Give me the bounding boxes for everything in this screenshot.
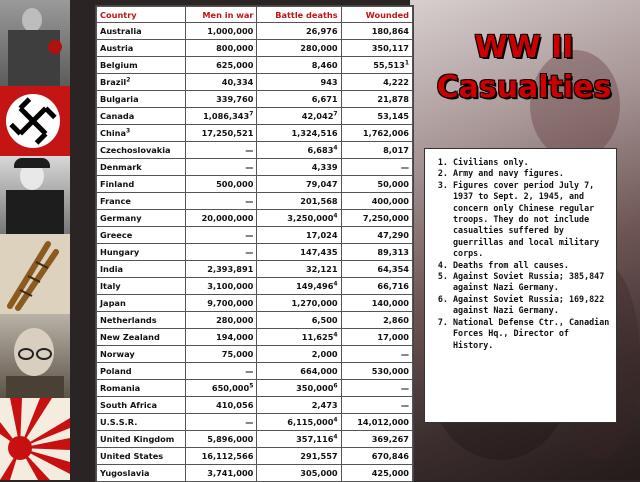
men-in-war-cell-value: 194,000	[216, 332, 254, 342]
men-in-war-cell-value: 280,000	[216, 315, 254, 325]
country-cell-value: Finland	[100, 179, 135, 189]
battle-deaths-cell	[257, 159, 341, 176]
wounded-cell	[341, 108, 412, 125]
men-in-war-cell	[186, 74, 257, 91]
country-cell-value: India	[100, 264, 124, 274]
photo-strip	[0, 0, 70, 480]
wounded-cell-value: 21,878	[377, 94, 409, 104]
men-in-war-cell-value: 9,700,000	[207, 298, 254, 308]
battle-deaths-cell-value: 943	[320, 77, 338, 87]
wounded-cell-value: 66,716	[377, 281, 409, 291]
country-cell-value: Canada	[100, 111, 135, 121]
battle-deaths-cell	[257, 91, 341, 108]
battle-deaths-cell	[257, 193, 341, 210]
men-in-war-cell	[186, 125, 257, 142]
battle-deaths-cell-value: 201,568	[300, 196, 338, 206]
country-cell	[97, 431, 186, 448]
wounded-cell	[341, 244, 412, 261]
table-row	[97, 295, 413, 312]
men-in-war-cell-value: 40,334	[221, 77, 254, 87]
table-row	[97, 108, 413, 125]
battle-deaths-cell	[257, 363, 341, 380]
country-cell-value: Austria	[100, 43, 134, 53]
table-row	[97, 278, 413, 295]
table-row	[97, 397, 413, 414]
wounded-cell	[341, 210, 412, 227]
battle-deaths-cell	[257, 40, 341, 57]
battle-deaths-cell-value: 2,000	[311, 349, 338, 359]
battle-deaths-cell-value: 11,625	[301, 332, 334, 342]
wounded-cell	[341, 261, 412, 278]
table-row	[97, 329, 413, 346]
men-in-war-cell-value: —	[245, 247, 254, 257]
country-cell	[97, 176, 186, 193]
battle-deaths-cell-value: 32,121	[305, 264, 338, 274]
table-row	[97, 193, 413, 210]
country-cell-value: South Africa	[100, 400, 158, 410]
wounded-cell-value: 180,864	[371, 26, 409, 36]
battle-deaths-cell-value: 26,976	[305, 26, 338, 36]
country-cell	[97, 363, 186, 380]
country-cell-value: Denmark	[100, 162, 142, 172]
battle-deaths-cell	[257, 278, 341, 295]
men-in-war-cell-value: 1,086,343	[203, 111, 250, 121]
battle-deaths-cell-value: 305,000	[300, 468, 338, 478]
table-row	[97, 91, 413, 108]
footnote-ref: 4	[333, 433, 338, 441]
country-cell	[97, 57, 186, 74]
battle-deaths-cell-value: 357,116	[296, 434, 334, 444]
footnote-ref: 4	[333, 331, 338, 339]
country-cell	[97, 465, 186, 482]
footnote-ref: 7	[333, 110, 338, 118]
country-cell-value: Poland	[100, 366, 132, 376]
battle-deaths-cell	[257, 244, 341, 261]
country-cell	[97, 244, 186, 261]
country-cell-value: U.S.S.R.	[100, 417, 138, 427]
men-in-war-cell	[186, 414, 257, 431]
battle-deaths-cell-value: 8,460	[311, 60, 338, 70]
men-in-war-cell-value: 3,100,000	[207, 281, 254, 291]
battle-deaths-cell-value: 79,047	[305, 179, 338, 189]
battle-deaths-cell	[257, 227, 341, 244]
men-in-war-cell-value: 17,250,521	[201, 128, 254, 138]
men-in-war-cell-value: 500,000	[216, 179, 254, 189]
country-cell	[97, 346, 186, 363]
country-cell	[97, 74, 186, 91]
col-header-battle-deaths: Battle deaths	[257, 7, 341, 23]
table-row	[97, 261, 413, 278]
wounded-cell-value: 8,017	[383, 145, 409, 155]
footnote-ref: 2	[126, 76, 131, 84]
battle-deaths-cell-value: 17,024	[305, 230, 338, 240]
battle-deaths-cell-value: 6,683	[307, 145, 334, 155]
men-in-war-cell-value: 410,056	[216, 400, 254, 410]
wounded-cell-value: 2,860	[383, 315, 409, 325]
battle-deaths-cell-value: 6,671	[311, 94, 338, 104]
rising-sun-flag-icon	[0, 398, 70, 480]
wounded-cell-value: 55,513	[373, 60, 405, 70]
page-title	[418, 28, 630, 108]
men-in-war-cell	[186, 176, 257, 193]
photo-leader	[0, 156, 70, 234]
table-row	[97, 227, 413, 244]
men-in-war-cell	[186, 363, 257, 380]
wounded-cell	[341, 465, 412, 482]
country-cell-value: United Kingdom	[100, 434, 175, 444]
title-line-1: WW II	[474, 30, 574, 65]
men-in-war-cell-value: —	[245, 145, 254, 155]
men-in-war-cell-value: —	[245, 230, 254, 240]
table-row	[97, 346, 413, 363]
casualties-table	[95, 5, 414, 482]
men-in-war-cell	[186, 193, 257, 210]
battle-deaths-cell-value: 4,339	[311, 162, 338, 172]
men-in-war-cell	[186, 448, 257, 465]
battle-deaths-cell-value: 42,042	[301, 111, 334, 121]
men-in-war-cell	[186, 40, 257, 57]
country-cell-value: Romania	[100, 383, 141, 393]
country-cell-value: Greece	[100, 230, 133, 240]
battle-deaths-cell	[257, 448, 341, 465]
battle-deaths-cell	[257, 108, 341, 125]
col-header-country: Country	[97, 7, 186, 23]
men-in-war-cell	[186, 91, 257, 108]
footnote-item: 5. Against Soviet Russia; 385,847 against Nazi Germany.	[453, 271, 610, 294]
wounded-cell	[341, 74, 412, 91]
wounded-cell	[341, 159, 412, 176]
men-in-war-cell	[186, 465, 257, 482]
battle-deaths-cell	[257, 295, 341, 312]
country-cell-value: Norway	[100, 349, 135, 359]
battle-deaths-cell	[257, 414, 341, 431]
country-cell-value: Italy	[100, 281, 121, 291]
battle-deaths-cell	[257, 210, 341, 227]
footnote-ref: 5	[249, 382, 254, 390]
wounded-cell-value: 4,222	[383, 77, 409, 87]
battle-deaths-cell	[257, 125, 341, 142]
battle-deaths-cell-value: 2,473	[311, 400, 338, 410]
men-in-war-cell	[186, 312, 257, 329]
country-cell-value: China	[100, 128, 126, 138]
wounded-cell	[341, 176, 412, 193]
table-row	[97, 244, 413, 261]
table-row	[97, 57, 413, 74]
footnote-ref: 1	[404, 59, 409, 67]
wounded-cell-value: 400,000	[371, 196, 409, 206]
wounded-cell	[341, 380, 412, 397]
country-cell-value: Japan	[100, 298, 126, 308]
country-cell	[97, 380, 186, 397]
men-in-war-cell	[186, 380, 257, 397]
men-in-war-cell-value: —	[245, 162, 254, 172]
battle-deaths-cell	[257, 465, 341, 482]
men-in-war-cell-value: —	[245, 417, 254, 427]
wounded-cell	[341, 91, 412, 108]
country-cell	[97, 142, 186, 159]
bamboo-spear-icon	[0, 234, 70, 314]
footnote-item: 3. Figures cover period July 7, 1937 to Sept. 2, 1945, and concern only Chinese regular troops. They do not include casualties suffered by guerrillas and local military corps.	[453, 180, 610, 260]
battle-deaths-cell	[257, 312, 341, 329]
men-in-war-cell	[186, 227, 257, 244]
men-in-war-cell-value: 5,896,000	[207, 434, 254, 444]
battle-deaths-cell-value: 3,250,000	[287, 213, 334, 223]
battle-deaths-cell-value: 6,115,000	[287, 417, 334, 427]
swastika-flag-icon	[0, 86, 70, 156]
table-row	[97, 363, 413, 380]
men-in-war-cell	[186, 278, 257, 295]
footnote-ref: 6	[333, 382, 338, 390]
country-cell-value: Czechoslovakia	[100, 145, 171, 155]
table-row	[97, 448, 413, 465]
men-in-war-cell-value: 625,000	[216, 60, 254, 70]
men-in-war-cell	[186, 329, 257, 346]
men-in-war-cell	[186, 346, 257, 363]
country-cell-value: United States	[100, 451, 164, 461]
country-cell	[97, 23, 186, 40]
wounded-cell-value: 64,354	[377, 264, 409, 274]
battle-deaths-cell-value: 280,000	[300, 43, 338, 53]
men-in-war-cell-value: —	[245, 366, 254, 376]
table-row	[97, 125, 413, 142]
footnote-item: 7. National Defense Ctr., Canadian Forces Hq., Director of History.	[453, 317, 610, 351]
men-in-war-cell	[186, 244, 257, 261]
wounded-cell-value: 17,000	[377, 332, 409, 342]
country-cell-value: New Zealand	[100, 332, 160, 342]
wounded-cell	[341, 40, 412, 57]
battle-deaths-cell-value: 291,557	[300, 451, 338, 461]
footnote-item: 4. Deaths from all causes.	[453, 260, 610, 271]
photo-soldier	[0, 0, 70, 86]
table-row	[97, 312, 413, 329]
men-in-war-cell-value: 650,000	[211, 383, 250, 393]
wounded-cell	[341, 125, 412, 142]
wounded-cell	[341, 57, 412, 74]
photo-general	[0, 314, 70, 398]
table-row	[97, 380, 413, 397]
wounded-cell	[341, 193, 412, 210]
battle-deaths-cell	[257, 23, 341, 40]
country-cell	[97, 414, 186, 431]
wounded-cell-value: 350,117	[371, 43, 409, 53]
battle-deaths-cell-value: 6,500	[311, 315, 338, 325]
wounded-cell-value: 1,762,006	[362, 128, 409, 138]
table-row	[97, 210, 413, 227]
wounded-cell	[341, 278, 412, 295]
table-row	[97, 465, 413, 482]
table-row	[97, 142, 413, 159]
wounded-cell	[341, 23, 412, 40]
men-in-war-cell	[186, 23, 257, 40]
battle-deaths-cell	[257, 74, 341, 91]
table-row	[97, 431, 413, 448]
battle-deaths-cell-value: 147,435	[300, 247, 338, 257]
wounded-cell-value: 530,000	[371, 366, 409, 376]
wounded-cell-value: 425,000	[371, 468, 409, 478]
col-header-men-in-war: Men in war	[186, 7, 257, 23]
men-in-war-cell-value: 75,000	[221, 349, 254, 359]
wounded-cell	[341, 346, 412, 363]
men-in-war-cell	[186, 108, 257, 125]
country-cell	[97, 40, 186, 57]
col-header-wounded: Wounded	[341, 7, 412, 23]
table-row	[97, 414, 413, 431]
wounded-cell	[341, 431, 412, 448]
footnote-ref: 4	[333, 212, 338, 220]
country-cell	[97, 159, 186, 176]
battle-deaths-cell-value: 664,000	[300, 366, 338, 376]
country-cell-value: Australia	[100, 26, 142, 36]
country-cell-value: France	[100, 196, 131, 206]
country-cell-value: Netherlands	[100, 315, 157, 325]
table-row	[97, 159, 413, 176]
wounded-cell-value: 47,290	[377, 230, 409, 240]
battle-deaths-cell	[257, 142, 341, 159]
title-line-2: Casualties	[436, 70, 612, 105]
men-in-war-cell	[186, 431, 257, 448]
wounded-cell	[341, 227, 412, 244]
men-in-war-cell-value: 2,393,891	[207, 264, 254, 274]
wounded-cell	[341, 448, 412, 465]
wounded-cell-value: 14,012,000	[357, 417, 409, 427]
table-row	[97, 176, 413, 193]
table-header-row	[97, 7, 413, 23]
country-cell	[97, 278, 186, 295]
men-in-war-cell-value: 1,000,000	[207, 26, 254, 36]
men-in-war-cell-value: 339,760	[216, 94, 254, 104]
footnote-ref: 3	[126, 127, 131, 135]
country-cell-value: Hungary	[100, 247, 140, 257]
battle-deaths-cell	[257, 57, 341, 74]
wounded-cell-value: —	[400, 383, 409, 393]
wounded-cell	[341, 397, 412, 414]
footnote-ref: 4	[333, 280, 338, 288]
country-cell-value: Bulgaria	[100, 94, 139, 104]
footnotes-box	[424, 148, 617, 423]
battle-deaths-cell	[257, 431, 341, 448]
men-in-war-cell	[186, 57, 257, 74]
wounded-cell	[341, 414, 412, 431]
battle-deaths-cell	[257, 261, 341, 278]
footnote-item: 6. Against Soviet Russia; 169,822 against Nazi Germany.	[453, 294, 610, 317]
wounded-cell-value: 50,000	[377, 179, 409, 189]
country-cell	[97, 295, 186, 312]
wounded-cell-value: 369,267	[371, 434, 409, 444]
battle-deaths-cell	[257, 329, 341, 346]
wounded-cell-value: 670,846	[371, 451, 409, 461]
battle-deaths-cell-value: 1,324,516	[291, 128, 338, 138]
wounded-cell-value: —	[400, 349, 409, 359]
men-in-war-cell	[186, 210, 257, 227]
wounded-cell	[341, 295, 412, 312]
men-in-war-cell	[186, 397, 257, 414]
battle-deaths-cell	[257, 176, 341, 193]
wounded-cell	[341, 363, 412, 380]
men-in-war-cell-value: 3,741,000	[207, 468, 254, 478]
table-row	[97, 23, 413, 40]
wounded-cell-value: 7,250,000	[362, 213, 409, 223]
country-cell	[97, 193, 186, 210]
men-in-war-cell-value: 16,112,566	[201, 451, 254, 461]
battle-deaths-cell-value: 1,270,000	[291, 298, 338, 308]
men-in-war-cell	[186, 261, 257, 278]
country-cell	[97, 91, 186, 108]
wounded-cell-value: 89,313	[377, 247, 409, 257]
country-cell-value: Brazil	[100, 77, 127, 87]
country-cell	[97, 210, 186, 227]
country-cell	[97, 312, 186, 329]
table-row	[97, 74, 413, 91]
country-cell	[97, 108, 186, 125]
wounded-cell-value: —	[400, 162, 409, 172]
wounded-cell-value: 53,145	[377, 111, 409, 121]
country-cell	[97, 125, 186, 142]
wounded-cell	[341, 329, 412, 346]
men-in-war-cell-value: —	[245, 196, 254, 206]
country-cell-value: Yugoslavia	[100, 468, 150, 478]
wounded-cell-value: 140,000	[371, 298, 409, 308]
footnote-ref: 4	[333, 416, 338, 424]
footnote-ref: 4	[333, 144, 338, 152]
men-in-war-cell	[186, 159, 257, 176]
men-in-war-cell	[186, 142, 257, 159]
men-in-war-cell-value: 800,000	[216, 43, 254, 53]
country-cell	[97, 261, 186, 278]
wounded-cell	[341, 142, 412, 159]
wounded-cell	[341, 312, 412, 329]
battle-deaths-cell-value: 149,496	[296, 281, 334, 291]
country-cell	[97, 329, 186, 346]
battle-deaths-cell-value: 350,000	[296, 383, 334, 393]
country-cell	[97, 227, 186, 244]
footnote-ref: 7	[249, 110, 254, 118]
men-in-war-cell	[186, 295, 257, 312]
country-cell-value: Germany	[100, 213, 142, 223]
country-cell	[97, 397, 186, 414]
battle-deaths-cell	[257, 346, 341, 363]
footnote-item: 2. Army and navy figures.	[453, 168, 610, 179]
battle-deaths-cell	[257, 397, 341, 414]
country-cell	[97, 448, 186, 465]
footnote-item: 1. Civilians only.	[453, 157, 610, 168]
men-in-war-cell-value: 20,000,000	[201, 213, 254, 223]
country-cell-value: Belgium	[100, 60, 138, 70]
table-row	[97, 40, 413, 57]
wounded-cell-value: —	[400, 400, 409, 410]
battle-deaths-cell	[257, 380, 341, 397]
